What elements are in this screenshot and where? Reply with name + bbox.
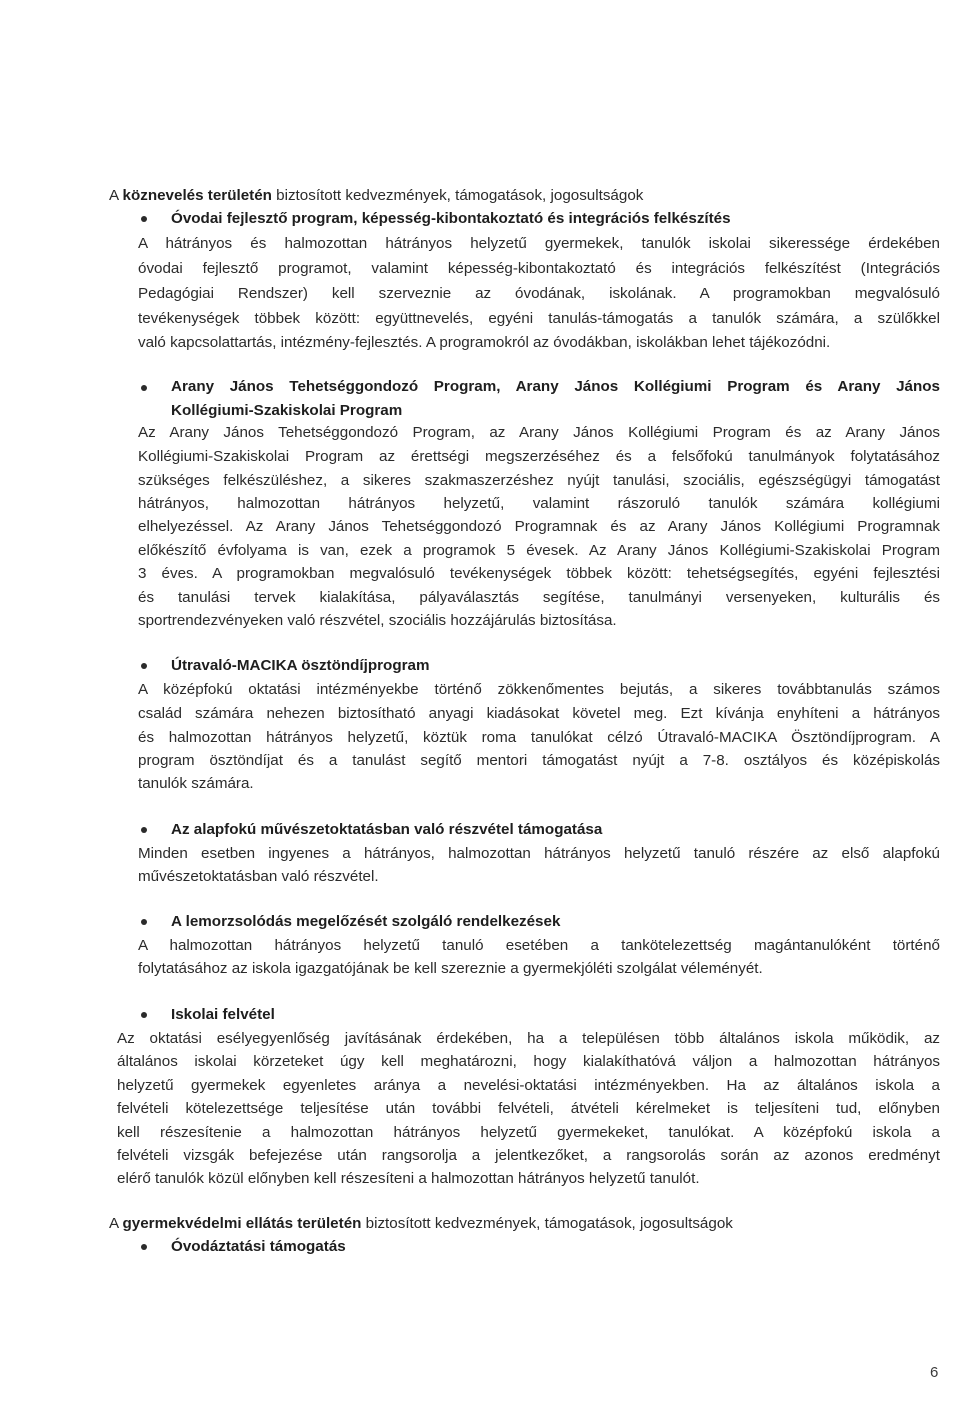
paragraph-line: általános iskolai körzeteket úgy kell meghatározni, hogy kialakíthatóvá váljon a halmozottan hátrányos xyxy=(117,1053,940,1070)
paragraph-line: A hátrányos és halmozottan hátrányos helyzetű gyermekek, tanulók iskolai sikeressége érdekében xyxy=(138,235,940,252)
bullet-dot xyxy=(141,919,147,925)
bullet-dot xyxy=(141,1244,147,1250)
bullet-dot xyxy=(141,385,147,391)
section-heading-suffix: biztosított kedvezmények, támogatások, jogosultságok xyxy=(361,1215,733,1232)
paragraph-line: folytatásához az iskola igazgatójának be kell szereznie a gyermekjóléti szolgálat véleményét. xyxy=(138,960,763,977)
bullet-dot xyxy=(141,1012,147,1018)
paragraph-line: Minden esetben ingyenes a hátrányos, halmozottan hátrányos helyzetű tanuló részére az első alapfokú xyxy=(138,845,940,862)
paragraph-line: Kollégiumi-Szakiskolai Program az érettségi megszerzéséhez és a felsőfokú tanulmányok folytatásához xyxy=(138,448,940,465)
bullet-heading-utravalo: Útravaló-MACIKA ösztöndíjprogram xyxy=(171,657,430,674)
paragraph-line: A halmozottan hátrányos helyzetű tanuló esetében a tankötelezettség magántanulóként történő xyxy=(138,937,940,954)
section-heading-emphasis: gyermekvédelmi ellátás területén xyxy=(122,1215,362,1232)
paragraph-line: helyzetű gyermekek egyenletes aránya a nevelési-oktatási intézményekben. Ha az általános iskola a xyxy=(117,1077,940,1094)
section-heading-suffix: biztosított kedvezmények, támogatások, jogosultságok xyxy=(271,187,644,204)
section-heading-prefix: A xyxy=(109,1215,123,1232)
section-heading-emphasis: köznevelés területén xyxy=(122,187,272,204)
bullet-heading-ovodai: Óvodai fejlesztő program, képesség-kibontakoztató és integrációs felkészítés xyxy=(171,210,731,227)
paragraph-line: 3 éves. A programokban megvalósuló tevékenységek többek között: tehetségsegítés, egyéni fejlesztési xyxy=(138,565,940,582)
paragraph-line: óvodai fejlesztő programot, valamint képesség-kibontakoztató és integrációs felkészítést (Integrációs xyxy=(138,260,940,277)
paragraph-line: való kapcsolattartás, intézmény-fejlesztés. A programokról az óvodákban, iskolákban lehet tájékozódni. xyxy=(138,334,831,351)
section-heading-prefix: A xyxy=(109,187,123,204)
paragraph-line: és tanulási tervek kialakítása, pályaválasztás segítése, tanulmányi versenyeken, kulturális és xyxy=(138,589,940,606)
bullet-heading-muveszetoktatas: Az alapfokú művészetoktatásban való részvétel támogatása xyxy=(171,821,603,838)
bullet-heading-arany-janos-cont: Kollégiumi-Szakiskolai Program xyxy=(171,402,403,419)
paragraph-line: Az oktatási esélyegyenlőség javításának érdekében, ha a településen több általános iskola működik, az xyxy=(117,1030,940,1047)
paragraph-line: szükséges felkészüléshez, a sikeres szakmaszerzéshez nyújt tanulási, szociális, egészségügyi támogatást xyxy=(138,472,940,489)
section-heading-kozneveles xyxy=(109,185,643,207)
paragraph-line: előkészítő évfolyama is van, ezek a programok 5 évesek. Az Arany János Kollégiumi-Szakiskolai Program xyxy=(138,542,940,559)
paragraph-line: sportrendezvényeken való részvétel, szociális hozzájárulás biztosítása. xyxy=(138,612,617,629)
paragraph-line: elérő tanulók közül előnyben kell részesíteni a halmozottan hátrányos helyzetű tanulót. xyxy=(117,1170,700,1187)
paragraph-line: tanulók számára. xyxy=(138,775,254,792)
paragraph-line: program ösztöndíjat és a tanulást segítő mentori támogatást nyújt a 7-8. osztályos és középiskolás xyxy=(138,752,940,769)
bullet-dot xyxy=(141,216,147,222)
paragraph-line: A középfokú oktatási intézményekbe történő zökkenőmentes bejutás, a sikeres továbbtanulás számos xyxy=(138,681,940,698)
paragraph-line: család számára nehezen biztosítható anyagi kiadásokat követel meg. Ezt kívánja enyhíteni a hátrányos xyxy=(138,705,940,722)
bullet-dot xyxy=(141,663,147,669)
paragraph-line: Az Arany János Tehetséggondozó Program, az Arany János Kollégiumi Program és az Arany János xyxy=(138,424,940,441)
section-heading-gyermekvedelem xyxy=(109,1213,733,1235)
bullet-dot xyxy=(141,827,147,833)
paragraph-line: tevékenységek többek között: együttnevelés, egyéni tanulás-támogatás a tanulók számára, a szülőkkel xyxy=(138,310,940,327)
bullet-heading-ovodaztatasi: Óvodáztatási támogatás xyxy=(171,1238,346,1255)
paragraph-line: és halmozottan hátrányos helyzetű, köztük roma tanulókat célzó Útravaló-MACIKA Ösztöndíjprogram. A xyxy=(138,729,940,746)
paragraph-line: felvételi kötelezettsége teljesítése után további felvételi, átvételi kérelmeket is teljesíteni tud, előnyben xyxy=(117,1100,940,1117)
bullet-heading-arany-janos: Arany János Tehetséggondozó Program, Arany János Kollégiumi Program és Arany János xyxy=(171,378,940,395)
page-number: 6 xyxy=(930,1364,939,1381)
paragraph-line: Pedagógiai Rendszer) kell szerveznie az óvodának, iskolának. A programokban megvalósuló xyxy=(138,285,940,302)
paragraph-line: hátrányos, halmozottan hátrányos helyzetű, valamint rászoruló tanulók számára kollégiumi xyxy=(138,495,940,512)
paragraph-line: kell részesítenie a halmozottan hátrányos helyzetű gyermekeket, tanulókat. A középfokú iskola a xyxy=(117,1124,940,1141)
paragraph-line: művészetoktatásban való részvétel. xyxy=(138,868,379,885)
bullet-heading-iskolai-felvetel: Iskolai felvétel xyxy=(171,1006,275,1023)
paragraph-line: felvételi vizsgák befejezése után rangsorolja a jelentkezőket, a rangsorolás során az azonos eredményt xyxy=(117,1147,940,1164)
paragraph-line: elhelyezéssel. Az Arany János Tehetséggondozó Programnak és az Arany János Kollégiumi Programnak xyxy=(138,518,940,535)
bullet-heading-lemorzsolodas: A lemorzsolódás megelőzését szolgáló rendelkezések xyxy=(171,913,561,930)
